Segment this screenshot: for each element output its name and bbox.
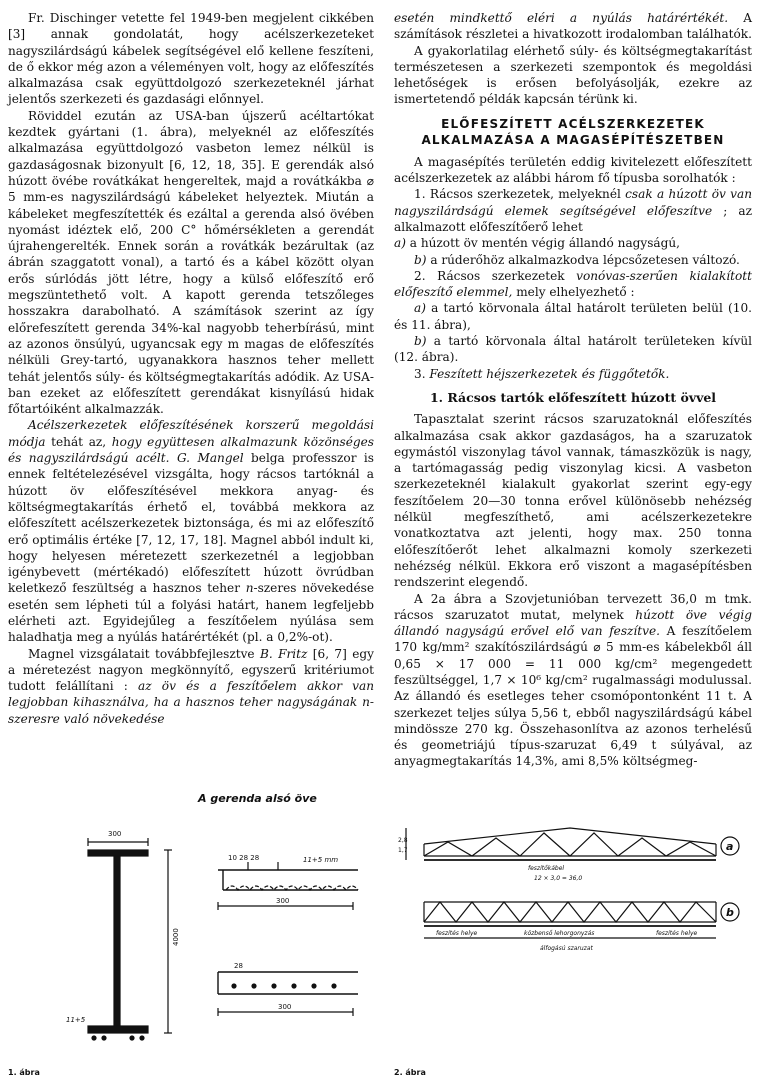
paragraph (8, 417, 374, 645)
text-run: A feszítőelem 170 kg/mm² szakítószilárdságú ⌀ 5 mm-es kábelekből áll 0,65 × 17 000 = 11 000 kg/cm² megengedett feszültséggel, 1,7 × 10⁶ kg/cm² rugalmassági modulussal. Az állandó és esetleges teher csomópontonként 11 t. A szerkezet teljes súlya 5,56 t, ebből nagyszilárdságú kábel mindössze 270 kg. Összehasonlítva az azonos terhelésű és geometriájú típus-szaruzat 6,49 t súlyával, az anyagmegtakarítás 14,3%, ami 8,5% költségmeg- (394, 624, 752, 769)
italic-text: hogy együttesen alkalmazunk közönséges és nagyszilárdságú acélt. (8, 434, 374, 466)
text-run: -szeres növekedése esetén sem lépheti túl a folyási határt, hanem legfeljebb elérheti azt. Egyidejűleg a feszítőelem nyúlása sem haladhatja meg a nyúlás határértékét (pl. a 0,2%-ot). (8, 581, 374, 645)
figure-part-label: b (726, 906, 734, 919)
list-item (394, 268, 752, 301)
dimension-label: 300 (278, 1003, 292, 1011)
text-run: 2. Rácsos szerkezetek (414, 268, 577, 283)
paragraph (394, 591, 752, 770)
italic-text: húzott öve végig állandó nagyságú erővel elő van feszítve. (394, 607, 752, 639)
list-subitem (394, 252, 752, 268)
paragraph: A gyakorlatilag elérhető súly- és költségmegtakarítást természetesen a szerkezeti szempontok és megoldási lehetőségek is erősen befolyásolják, ezekre az ismertetendő példák kapcsán térünk ki. (394, 43, 752, 107)
left-column (8, 10, 374, 727)
annotation: feszítés helye (436, 930, 478, 937)
cable-label: feszítőkábel (528, 865, 565, 872)
paragraph: Röviddel ezután az USA-ban újszerű acéltartókat kezdtek gyártani (1. ábra), melyeknél az előfeszítés alkalmazása együttdolgozó vasbeton lemez nélkül is gazdaságosnak bizonyult [6, 12, 18, 35]. E gerendák alsó húzott övébe rovátkákat hengereltek, majd a rovátkákba ⌀ 5 mm-es nagyszilárdságú kábeleket helyeztek. Miután a kábeleket megfeszítették és ezáltal a gerenda alsó övében nyomást idéztek elő, 200 C° hőmérsékleten a gerendát újrahengerelték. Ennek során a rovátkák bezárultak (az ábrán szaggatott vonal), a tartó és a kábel között olyan erős súrlódás jött létre, hogy a külső előfeszítő erő megszüntethető volt. A kapott gerenda tetszőleges hosszakra darabolható. A számítások szerint az így előrefeszített gerenda 34%-kal nagyobb teherbírású, mint az azonos önsúlyú, ugyancsak egy m magas de előfeszítés nélküli Grey-tartó, ugyanakkora hasznos teher mellett tehát jelentős súly- és költségmegtakarítás adódik. Az USA-ban ezeket az előfeszített gerendákat kisnyílású hidak főtartóiként alkalmazzák. (8, 108, 374, 417)
text-run: 1. Rácsos szerkezetek, melyeknél (414, 187, 626, 202)
list-item (394, 366, 752, 382)
text-run: Magnel vizsgálatait továbbfejlesztve (28, 646, 260, 661)
list-subitem (394, 300, 752, 333)
text-run: mely elhelyezhető : (512, 285, 635, 300)
dimension-label: 4000 (172, 928, 180, 946)
italic-text: vonóvas-szerűen kialakított előfeszítő elemmel, (394, 268, 753, 300)
dimension-label: 1,7 (398, 847, 408, 854)
text-run: a tartó körvonala által határolt területen belül (10. és 11. ábra), (394, 301, 752, 332)
paragraph (394, 10, 752, 43)
item-label: a) (414, 301, 426, 316)
italic-text: esetén mindkettő eléri a nyúlás határértékét. (394, 11, 729, 25)
paragraph: A magasépítés területén eddig kivitelezett előfeszített acélszerkezetek az alábbi három fő típusba sorolhatók : (394, 154, 752, 186)
dimension-label: 300 (108, 830, 122, 838)
text-run: [6, 7] egy a méretezést nagyon megkönnyítő, egyszerű kritériumot tudott felállítani : (8, 646, 374, 694)
figure-1-drawing (8, 782, 374, 1082)
text-run: a rúderőhöz alkalmazkodva lépcsőzetesen változó. (426, 252, 740, 267)
item-label: b) (414, 334, 427, 349)
span-label: 12 × 3,0 = 36,0 (534, 875, 583, 882)
italic-text: az öv és a feszítőelem akkor van legjobban kihasználva, ha a hasznos teher nagyságának n-szeresre való növekedése (8, 679, 375, 726)
paragraph (8, 646, 374, 727)
paragraph: Fr. Dischinger vetette fel 1949-ben megjelent cikkében [3] annak gondolatát, hogy acélszerkezeteket nagyszilárdságú kábelek segítségével elő kellene feszíteni, de ő ekkor még azon a véleményen volt, hogy az előfeszítés alkalmazása csak együttdolgozó szerkezeteknél járhat jelentős szerkezeti és gazdasági előnnyel. (8, 11, 374, 107)
text-run: ; az alkalmazott előfeszítőerő lehet (394, 203, 752, 234)
author-name: B. Fritz (259, 646, 308, 661)
figure-caption: 2. ábra (394, 1068, 426, 1077)
dimension-label: 10 28 28 (228, 854, 260, 862)
dimension-label: 300 (276, 897, 290, 905)
section-heading: ELŐFESZÍTETT ACÉLSZERKEZETEK ALKALMAZÁSA A MAGASÉPÍTÉSZETBEN (421, 116, 725, 147)
text-run: a húzott öv mentén végig állandó nagyságú, (405, 236, 681, 251)
list-item (394, 186, 752, 235)
italic-text: Feszített héjszerkezetek és függőtetők. (429, 366, 670, 381)
paragraph: Tapasztalat szerint rácsos szaruzatoknál előfeszítés alkalmazása csak akkor gazdaságos, ha a szaruzatok egymástól viszonylag távol vannak, támaszközük is nagy, a tartómagasság pedig viszonylag kicsi. A vasbeton szerkezeteknél kialakult gyakorlat szerint egy-egy feszítőelem 20—30 tonna erővel különösebb nehézség nélkül megfeszíthető, ami acélszerkezetekre vonatkoztatva azt jelenti, hogy max. 250 tonna előfeszítőerőt lehet alkalmazni komoly szerkezeti nehézség nélkül. Ekkora erő viszont a magasépítésben rendszerint elegendő. (394, 412, 752, 590)
list-subitem (394, 333, 752, 366)
text-run: A számítások részletei a hivatkozott irodalomban találhatók. (394, 11, 752, 42)
dimension-label: 28 (234, 962, 243, 970)
text-run: A 2a ábra a Szovjetunióban tervezett 36,0 m tmk. rácsos szaruzatot mutat, melynek (394, 591, 752, 622)
right-column (394, 10, 752, 770)
text-run: tehát az, (45, 434, 112, 449)
span-label: álfogású szaruzat (540, 945, 593, 952)
figure-caption: 1. ábra (8, 1068, 40, 1077)
italic-text: n (245, 581, 254, 596)
text-run: 3. (414, 366, 430, 381)
dimension-label: 11+5 (66, 1016, 86, 1024)
figure-2 (394, 822, 752, 1082)
italic-text: csak a húzott öv van nagyszilárdságú elemek segítségével előfeszítve (394, 187, 752, 218)
subsection-heading: 1. Rácsos tartók előfeszített húzott övvel (429, 389, 717, 405)
item-label: b) (414, 252, 427, 267)
figure-part-label: a (726, 840, 734, 853)
text-run: belga professzor is ennek feltételezésével vizsgálta, hogy rácsos tartóknál a húzott öv előfeszítésével mekkora anyag- és költségmegtakarítás érhető el, továbbá mekkora az előfeszített acélszerkezetek biztonsága, és mi az előfeszítő erő optimális értéke [7, 12, 17, 18]. Magnel abból indult ki, hogy helyesen méretezett szerkezetnél a legjobban igénybevett (mértékadó) előfeszített húzott övrúdban keletkező feszültség a hasznos teher (8, 451, 374, 596)
list-subitem (394, 235, 752, 251)
figure-title: A gerenda alsó öve (198, 792, 317, 805)
text-run: a tartó körvonala által határolt területeken kívül (12. ábra). (394, 334, 752, 365)
annotation: feszítés helye (656, 930, 698, 937)
author-name: G. Mangel (176, 451, 244, 466)
text-run (170, 451, 177, 465)
italic-text: Acélszerkezetek előfeszítésének korszerű megoldási módja (8, 418, 374, 449)
annotation: közbenső lehorgonyzás (524, 930, 595, 937)
dimension-label: 11+5 mm (303, 856, 339, 864)
item-label: a) (394, 236, 406, 251)
dimension-label: 2,8 (398, 837, 408, 844)
figure-2-drawing (394, 822, 752, 1082)
figure-1 (8, 782, 374, 1082)
